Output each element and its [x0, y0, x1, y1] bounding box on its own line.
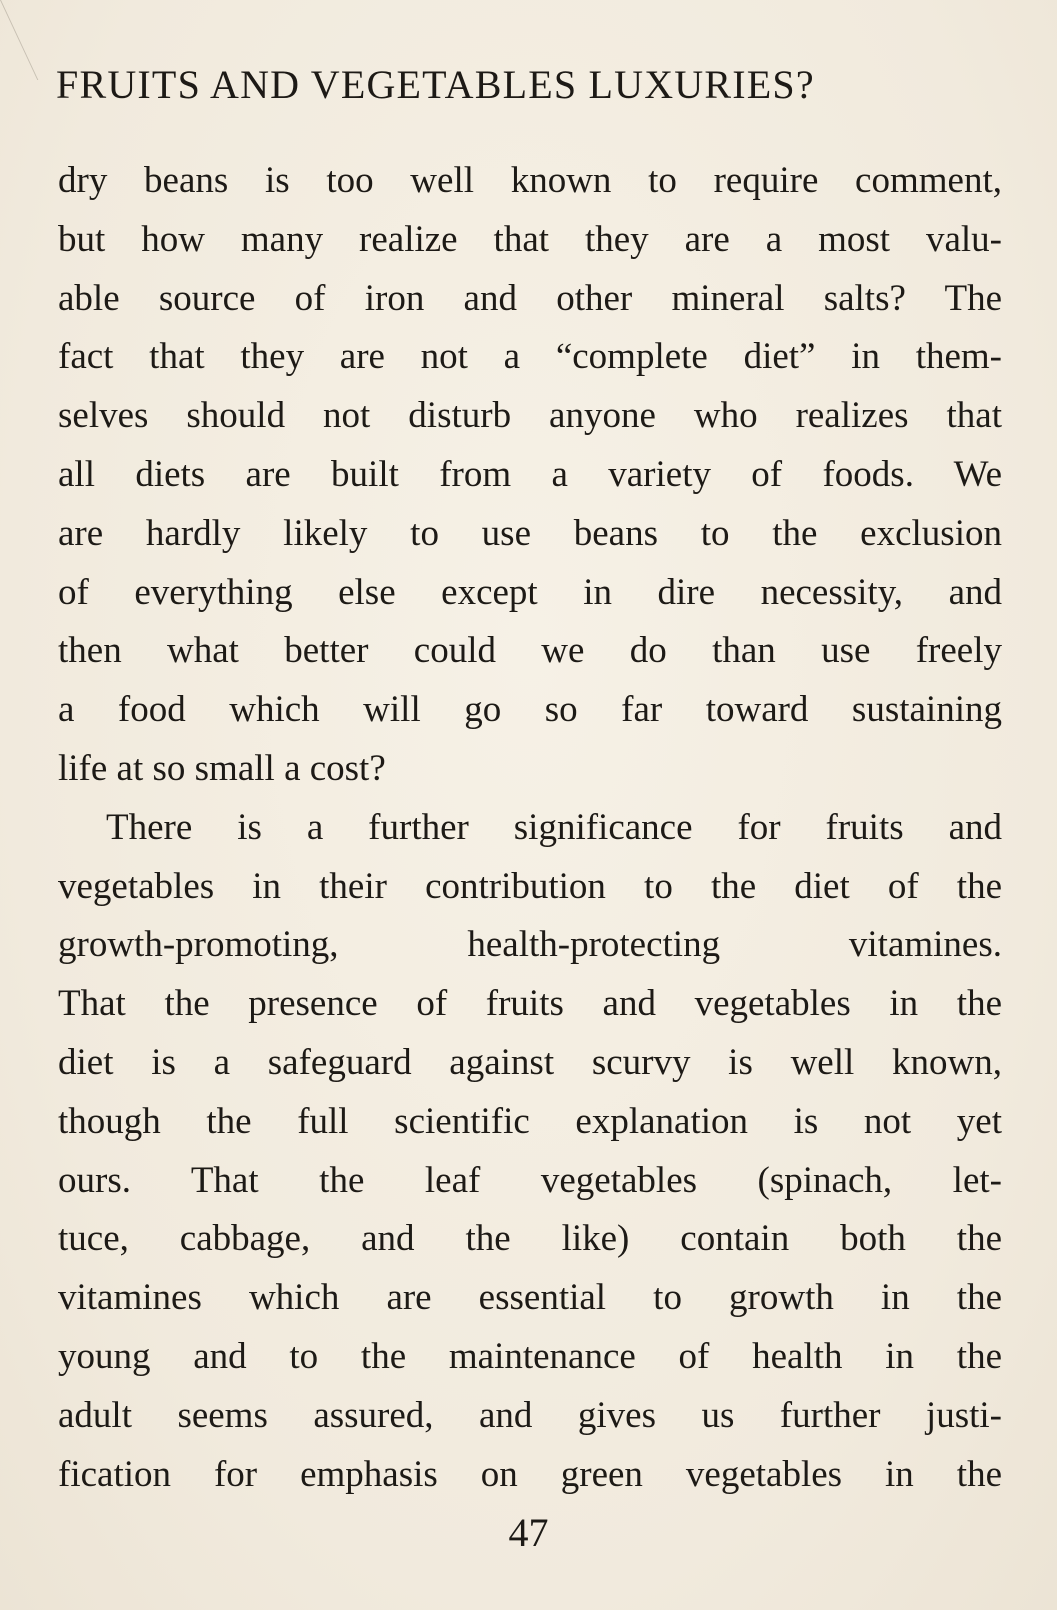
- text-line: tuce, cabbage, and the like) contain both the: [58, 1218, 1002, 1260]
- text-line: vegetables in their contribution to the diet of the: [58, 865, 1002, 907]
- text-line: vitamines which are essential to growth in the: [58, 1277, 1002, 1319]
- text-line: ours. That the leaf vegetables (spinach, let-: [58, 1159, 1002, 1201]
- text-line: are hardly likely to use beans to the exclusion: [58, 512, 1002, 554]
- text-line: fication for emphasis on green vegetables in the: [58, 1453, 1002, 1495]
- text-line: then what better could we do than use freely: [58, 630, 1002, 672]
- text-line: young and to the maintenance of health in the: [58, 1335, 1002, 1377]
- text-line: a food which will go so far toward sustaining: [58, 689, 1002, 731]
- text-line: able source of iron and other mineral salts? The: [58, 277, 1002, 319]
- text-line: life at so small a cost?: [58, 747, 386, 789]
- text-line: diet is a safeguard against scurvy is well known,: [58, 1041, 1002, 1083]
- text-line: but how many realize that they are a most valu-: [58, 218, 1002, 260]
- text-line: dry beans is too well known to require comment,: [58, 160, 1002, 201]
- text-line: growth-promoting, health-protecting vitamines.: [58, 924, 1002, 966]
- text-line: of everything else except in dire necessity, and: [58, 571, 1002, 613]
- text-line: That the presence of fruits and vegetables in the: [58, 983, 1002, 1025]
- body-text: [58, 152, 1002, 1504]
- text-line: selves should not disturb anyone who realizes that: [58, 395, 1002, 437]
- text-line: fact that they are not a “complete diet” in them-: [58, 336, 1002, 378]
- text-line: though the full scientific explanation is not yet: [58, 1100, 1002, 1142]
- text-line: all diets are built from a variety of foods. We: [58, 453, 1002, 495]
- paragraph-start-line: There is a further significance for fruits and: [106, 806, 1002, 848]
- running-head: FRUITS AND VEGETABLES LUXURIES?: [56, 62, 815, 107]
- text-line: adult seems assured, and gives us further justi-: [58, 1394, 1002, 1436]
- page-number: 47: [508, 1510, 549, 1555]
